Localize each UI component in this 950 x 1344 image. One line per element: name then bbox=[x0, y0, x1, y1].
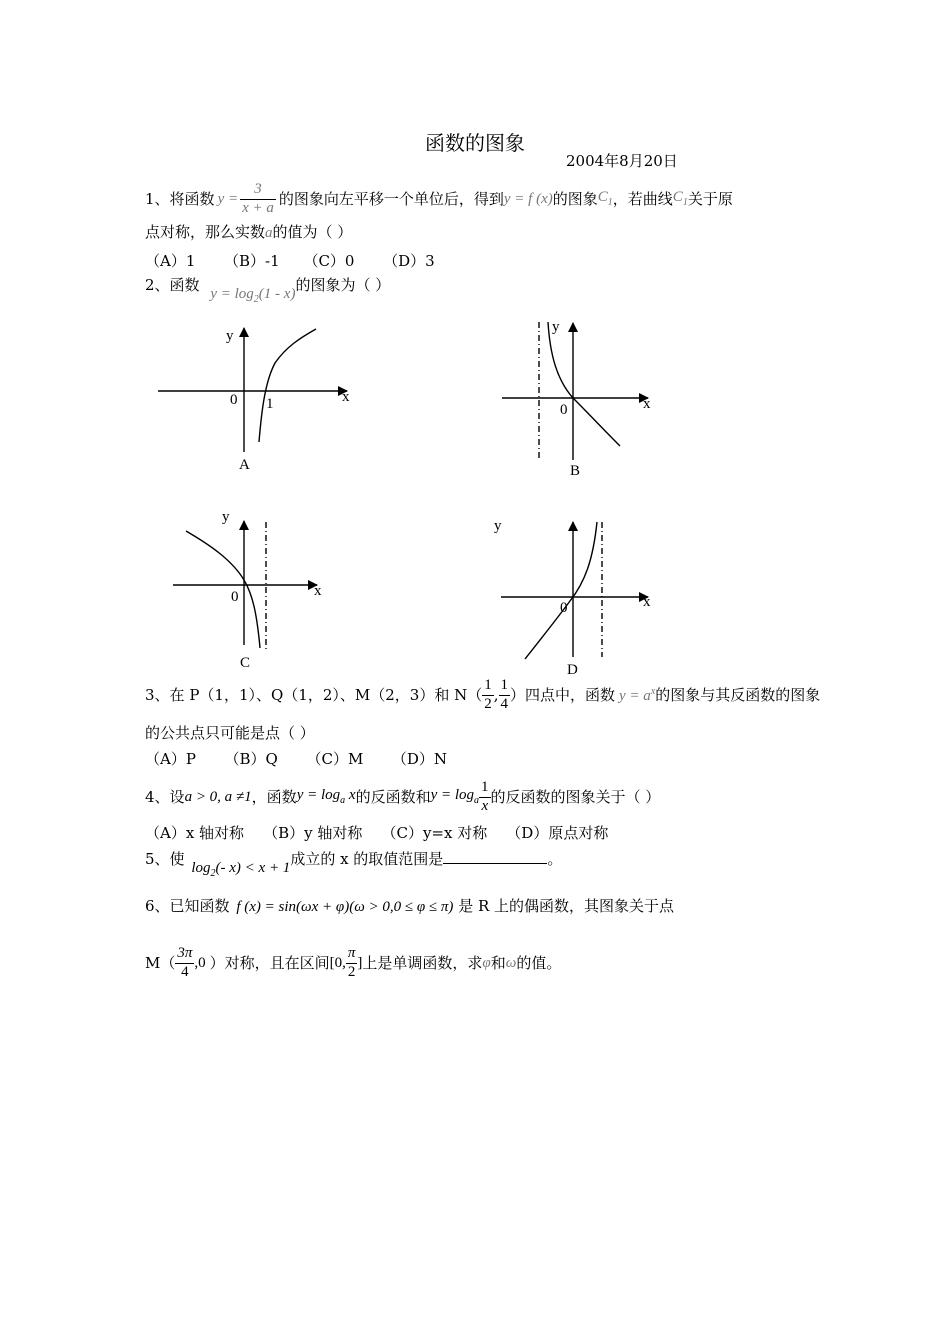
graph-a-y-label: y bbox=[226, 328, 234, 344]
question-text: 设 bbox=[169, 787, 185, 806]
fraction-numerator: 3π bbox=[175, 945, 194, 963]
formula: y = f (x) bbox=[503, 190, 553, 207]
question-text: ，若曲线 bbox=[612, 189, 673, 208]
question-text: 的反函数的图象关于（ ） bbox=[490, 787, 661, 806]
fraction-denominator: 4 bbox=[500, 695, 509, 712]
graph-c-x-label: x bbox=[314, 583, 322, 599]
graph-a bbox=[158, 328, 347, 452]
question-1-options: （A）1 （B）-1 （C）0 （D）3 bbox=[145, 252, 435, 270]
fraction bbox=[482, 677, 494, 713]
formula bbox=[297, 788, 356, 806]
formula: ,0 bbox=[194, 954, 206, 971]
graph-b-origin-label: 0 bbox=[560, 402, 568, 418]
fraction-denominator: x bbox=[481, 797, 489, 814]
separator: , bbox=[493, 685, 499, 704]
question-text: 的图象向左平移一个单位后，得到 bbox=[278, 189, 504, 208]
formula bbox=[431, 788, 479, 806]
question-number: 3、 bbox=[145, 685, 170, 704]
question-3-line-2: 的公共点只可能是点（ ） bbox=[145, 724, 315, 742]
formula-log: y = log bbox=[430, 787, 475, 803]
formula: a > 0, a ≠1 bbox=[184, 788, 252, 805]
question-text: 成立的 x 的取值范围是 bbox=[290, 850, 444, 868]
graph-b-y-label: y bbox=[552, 319, 560, 335]
question-4-line bbox=[145, 776, 660, 818]
formula bbox=[191, 860, 291, 879]
formula-log: log bbox=[191, 860, 211, 876]
question-text: 和 bbox=[490, 953, 506, 972]
subscript: 1 bbox=[682, 197, 688, 208]
graph-c-curve bbox=[186, 531, 260, 648]
question-text: 将函数 bbox=[169, 189, 215, 208]
graph-c-origin-label: 0 bbox=[231, 589, 239, 605]
subscript: 2 bbox=[210, 868, 216, 879]
question-text: M（ bbox=[145, 953, 176, 972]
subscript: 1 bbox=[607, 197, 613, 208]
question-text: 的值为（ ） bbox=[272, 223, 353, 241]
interval-bracket: ] bbox=[357, 954, 363, 971]
graph-b-x-label: x bbox=[643, 396, 651, 412]
question-number: 5、 bbox=[145, 850, 170, 868]
formula-log: y = log bbox=[210, 286, 254, 302]
fraction-denominator: 2 bbox=[347, 963, 356, 980]
question-3-options: （A）P （B）Q （C）M （D）N bbox=[145, 750, 448, 768]
fraction bbox=[479, 779, 491, 815]
graph-d-origin-label: 0 bbox=[560, 600, 568, 616]
fraction-denominator: x + a bbox=[242, 199, 274, 216]
question-6-line-1 bbox=[145, 899, 674, 915]
graph-c-letter: C bbox=[240, 655, 251, 671]
graph-a-origin-label: 0 bbox=[230, 392, 238, 408]
variable: φ bbox=[482, 954, 491, 971]
question-text: 已知函数 bbox=[169, 897, 230, 915]
formula-arg: (1 - x) bbox=[258, 286, 296, 302]
question-text: 的图象 bbox=[552, 189, 598, 208]
question-text: 。 bbox=[547, 850, 563, 868]
question-number: 6、 bbox=[145, 897, 170, 915]
graph-d-y-label: y bbox=[494, 518, 502, 534]
question-text: 点对称，那么实数 bbox=[145, 223, 266, 241]
variable: a bbox=[265, 225, 273, 241]
fraction-numerator: 1 bbox=[479, 779, 491, 797]
graph-c-y-label: y bbox=[222, 509, 230, 525]
question-number: 4、 bbox=[145, 787, 170, 806]
question-text: 是 R 上的偶函数，其图象关于点 bbox=[458, 897, 675, 915]
question-text: 的值。 bbox=[516, 953, 562, 972]
question-text: ）对称，且在区间 bbox=[209, 953, 330, 972]
curve-name: C bbox=[597, 189, 608, 205]
graph-c bbox=[173, 521, 317, 650]
question-text: 函数 bbox=[169, 276, 200, 294]
graph-b-letter: B bbox=[570, 463, 581, 479]
fraction bbox=[346, 945, 358, 981]
graph-a-one-label: 1 bbox=[266, 396, 274, 412]
fraction-numerator: 1 bbox=[499, 677, 511, 695]
formula: f (x) = sin(ωx + φ)(ω > 0,0 ≤ φ ≤ π) bbox=[236, 899, 454, 915]
graph-d-x-label: x bbox=[643, 594, 651, 610]
formula-arg: x bbox=[348, 787, 356, 803]
page-title: 函数的图象 bbox=[425, 131, 525, 155]
graph-a-x-label: x bbox=[342, 389, 350, 405]
graph-b-curve bbox=[548, 322, 620, 446]
fraction bbox=[175, 945, 194, 981]
question-text: 上是单调函数，求 bbox=[362, 953, 483, 972]
fraction-numerator: 1 bbox=[482, 677, 494, 695]
graph-a-letter: A bbox=[239, 457, 250, 473]
interval-bracket: [0, bbox=[329, 954, 346, 971]
question-number: 1、 bbox=[145, 189, 170, 208]
graph-a-curve bbox=[259, 329, 316, 442]
fraction bbox=[499, 677, 511, 713]
subscript: 2 bbox=[253, 294, 259, 305]
question-6-line-2 bbox=[145, 940, 561, 986]
question-number: 2、 bbox=[145, 276, 170, 294]
question-text: 使 bbox=[169, 850, 185, 868]
question-text: 的图象与其反函数的图象 bbox=[655, 685, 821, 704]
curve-name: C bbox=[672, 189, 683, 205]
question-text: 的图象为（ ） bbox=[295, 276, 391, 294]
fraction-denominator: 4 bbox=[181, 963, 189, 980]
fraction-denominator: 2 bbox=[484, 695, 492, 712]
question-text: ）四点中，函数 bbox=[510, 685, 616, 704]
question-4-options: （A）x 轴对称 （B）y 轴对称 （C）y=x 对称 （D）原点对称 bbox=[145, 824, 609, 842]
answer-blank[interactable] bbox=[443, 851, 547, 864]
subscript: a bbox=[340, 795, 346, 806]
graph-b bbox=[502, 322, 648, 460]
subscript: a bbox=[474, 795, 480, 806]
question-text: ，函数 bbox=[251, 787, 297, 806]
superscript: x bbox=[650, 685, 656, 697]
formula bbox=[619, 687, 655, 704]
question-text: 的反函数和 bbox=[355, 787, 431, 806]
question-3-line-1 bbox=[145, 674, 820, 716]
graph-d bbox=[501, 522, 648, 659]
formula-log: y = log bbox=[296, 787, 341, 803]
question-text: 关于原 bbox=[687, 189, 733, 208]
graph-d-letter: D bbox=[567, 662, 578, 678]
formula: y = bbox=[217, 190, 239, 207]
date-line: 2004年8月20日 bbox=[566, 152, 678, 170]
fraction-numerator: 3 bbox=[240, 181, 276, 199]
question-text: 在 P（1，1）、Q（1，2）、M（2，3）和 N（ bbox=[169, 685, 483, 704]
variable: ω bbox=[505, 954, 517, 971]
question-5-line bbox=[145, 850, 563, 879]
formula-arg: (- x) < x + 1 bbox=[215, 860, 291, 876]
fraction-numerator: π bbox=[346, 945, 358, 963]
formula-base: y = a bbox=[619, 687, 651, 704]
graph-d-curve bbox=[525, 522, 597, 659]
